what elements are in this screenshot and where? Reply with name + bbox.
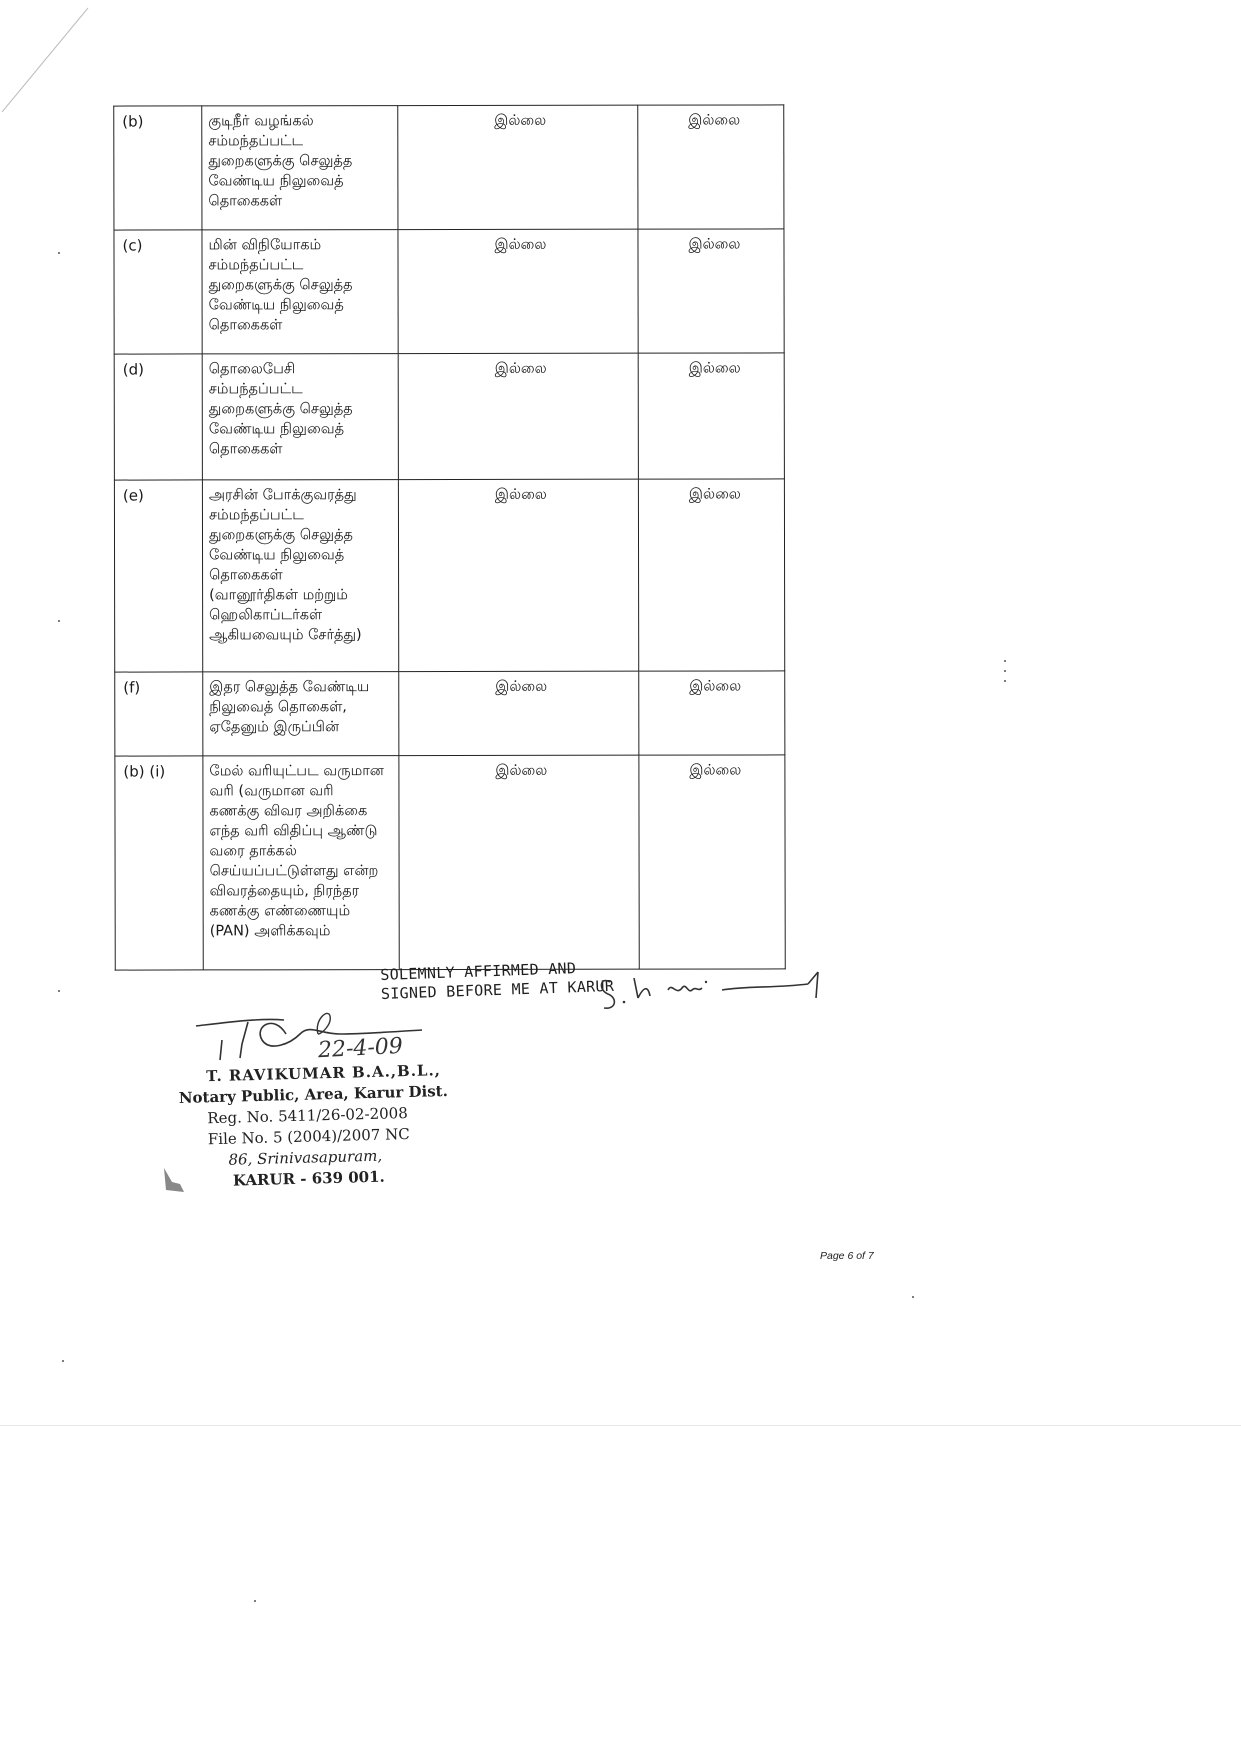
notary-name: T. RAVIKUMAR B.A.,B.L., <box>206 1061 442 1086</box>
table-row <box>114 479 784 672</box>
scan-speck <box>254 1600 256 1602</box>
page-number: Page 6 of 7 <box>820 1250 874 1262</box>
affirmation-line-1: SOLEMNLY AFFIRMED AND <box>380 959 577 984</box>
row-description: இதர செலுத்த வேண்டிய நிலுவைத் தொகைள், ஏதேனும் இருப்பின் <box>203 672 399 756</box>
stamp-smudge <box>160 1164 186 1196</box>
row-value-col2: இல்லை <box>398 229 638 353</box>
affirmation-line-2: SIGNED BEFORE ME AT KARUR <box>380 976 615 1003</box>
scan-speck <box>62 1360 64 1362</box>
scan-speck <box>1004 680 1006 682</box>
scan-speck <box>1004 660 1006 662</box>
row-description: மேல் வரியுட்பட வருமான வரி (வருமான வரி கணக்கு விவர அறிக்கை எந்த வரி விதிப்பு ஆண்டு வரை தாக்கல் செய்யப்பட்டுள்ளது என்ற விவரத்தையும், நிரந்தர கணக்கு எண்ணையும் (PAN) அளிக்கவும் <box>203 756 399 970</box>
scan-speck <box>58 252 60 254</box>
table-row <box>114 353 784 480</box>
row-value-col3: இல்லை <box>639 755 785 969</box>
row-value-col2: இல்லை <box>398 353 638 479</box>
dues-table <box>113 104 786 970</box>
row-label: (b) <box>114 106 202 230</box>
row-value-col3: இல்லை <box>638 479 784 671</box>
affirmation-stamp <box>380 958 614 1004</box>
notary-reg-no: Reg. No. 5411/26-02-2008 <box>207 1104 408 1128</box>
row-value-col3: இல்லை <box>638 105 784 229</box>
row-description: தொலைபேசி சம்பந்தப்பட்ட துறைகளுக்கு செலுத்த வேண்டிய நிலுவைத் தொகைகள் <box>202 354 398 480</box>
row-value-col2: இல்லை <box>398 479 638 671</box>
table-row <box>115 755 785 970</box>
notary-area: Notary Public, Area, Karur Dist. <box>178 1081 449 1107</box>
handwritten-date: 22-4-09 <box>317 1033 404 1064</box>
notary-address: 86, Srinivasapuram, <box>228 1146 383 1169</box>
scan-speck <box>1004 670 1006 672</box>
row-label: (e) <box>114 480 202 672</box>
notary-file-no: File No. 5 (2004)/2007 NC <box>207 1124 410 1149</box>
row-label: (f) <box>115 672 203 756</box>
row-description: அரசின் போக்குவரத்து சம்மந்தப்பட்ட துறைகளுக்கு செலுத்த வேண்டிய நிலுவைத் தொகைகள் (வானூர்திகள் மற்றும் ஹெலிகாப்டர்கள் ஆகியவையும் சேர்த்து) <box>202 480 398 672</box>
row-value-col2: இல்லை <box>399 755 639 969</box>
row-label: (d) <box>114 354 202 480</box>
row-value-col2: இல்லை <box>399 671 639 755</box>
table-row <box>115 671 785 756</box>
table-row <box>114 229 784 354</box>
deponent-signature <box>596 968 836 1018</box>
scan-speck <box>912 1296 914 1298</box>
scan-edge-line <box>0 1425 1241 1426</box>
row-value-col3: இல்லை <box>638 229 784 353</box>
scan-corner-mark <box>0 0 90 120</box>
row-description: குடிநீர் வழங்கல் சம்மந்தப்பட்ட துறைகளுக்கு செலுத்த வேண்டிய நிலுவைத் தொகைகள் <box>202 106 398 230</box>
row-value-col3: இல்லை <box>639 671 785 755</box>
table-row <box>114 105 784 230</box>
row-label: (c) <box>114 230 202 354</box>
row-description: மின் விநியோகம் சம்மந்தப்பட்ட துறைகளுக்கு செலுத்த வேண்டிய நிலுவைத் தொகைகள் <box>202 230 398 354</box>
scan-speck <box>58 990 60 992</box>
row-value-col3: இல்லை <box>638 353 784 479</box>
scan-speck <box>58 620 60 622</box>
row-label: (b) (i) <box>115 756 203 970</box>
row-value-col2: இல்லை <box>398 105 638 229</box>
notary-stamp <box>178 1060 450 1193</box>
notary-city: KARUR - 639 001. <box>232 1167 386 1190</box>
